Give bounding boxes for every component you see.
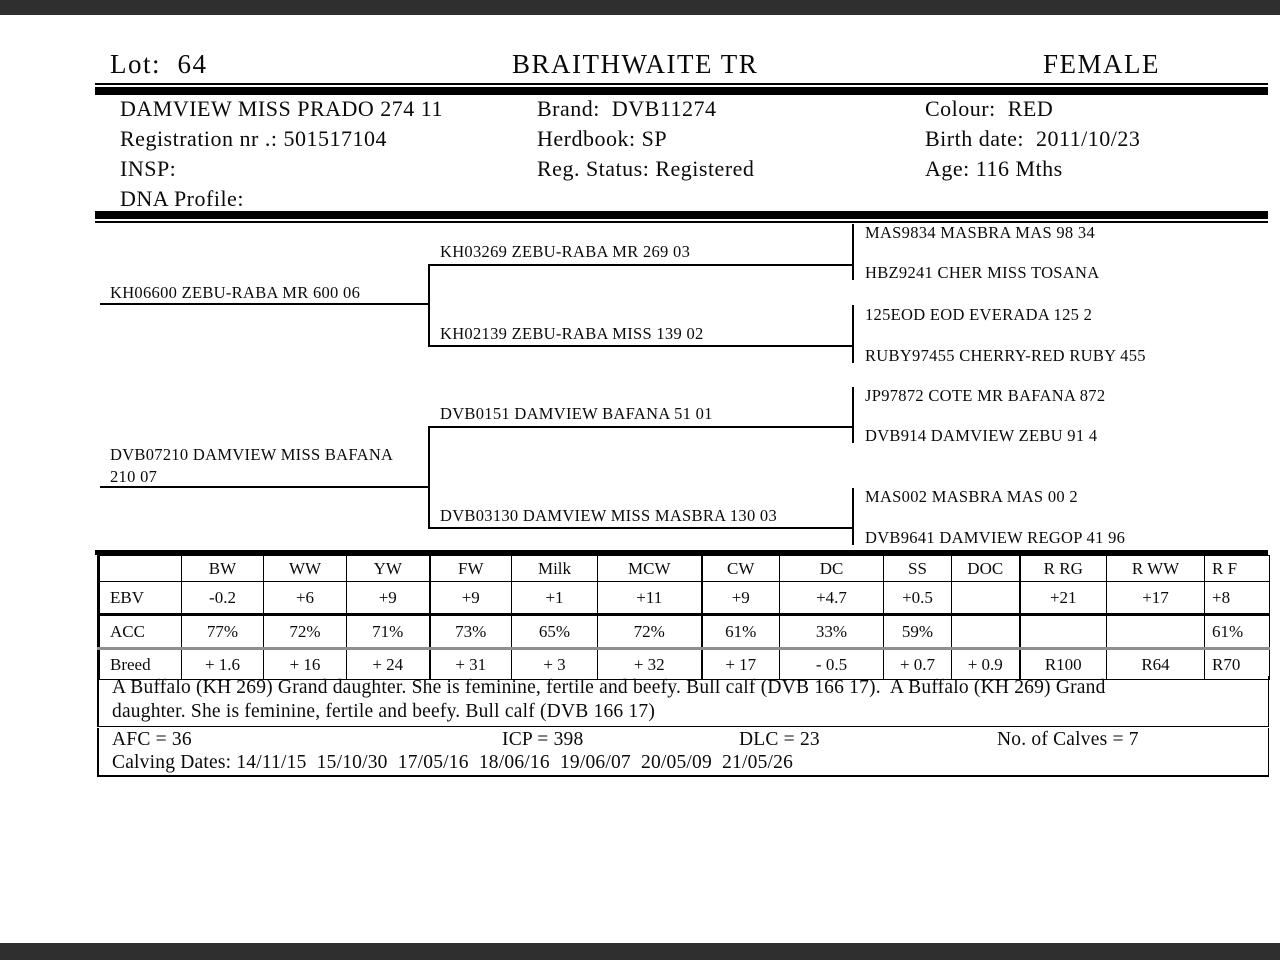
column-header: R WW xyxy=(1107,556,1205,582)
grandparent-name-2: KH02139 ZEBU-RABA MISS 139 02 xyxy=(440,324,704,343)
dam-name-line2: 210 07 xyxy=(110,467,158,486)
column-header: YW xyxy=(347,556,430,582)
table-row xyxy=(99,649,1270,680)
calving-dates-line: Calving Dates: 14/11/15 15/10/30 17/05/16 18/06/16 19/06/07 20/05/09 21/05/26 xyxy=(112,751,794,773)
ebv-header-row xyxy=(99,556,1270,582)
sire-underline xyxy=(100,303,430,305)
lot-label: Lot: xyxy=(110,49,161,79)
table-cell: +9 xyxy=(702,582,780,615)
table-cell xyxy=(1020,615,1107,649)
table-cell: 72% xyxy=(598,615,702,649)
column-header: SS xyxy=(884,556,952,582)
dna-profile-line: DNA Profile: xyxy=(120,186,244,211)
column-header: Milk xyxy=(512,556,598,582)
table-cell: + 0.9 xyxy=(952,649,1020,680)
pedigree-connector xyxy=(428,527,854,529)
header-rule-thin xyxy=(95,83,1268,85)
pedigree-connector xyxy=(852,488,854,545)
column-header: DOC xyxy=(952,556,1020,582)
table-cell: R64 xyxy=(1107,649,1205,680)
table-cell: + 16 xyxy=(264,649,347,680)
row-label: ACC xyxy=(99,615,182,649)
column-header: R RG xyxy=(1020,556,1107,582)
sire-name: KH06600 ZEBU-RABA MR 600 06 xyxy=(110,283,361,302)
table-cell: +9 xyxy=(430,582,512,615)
grandparent-name-4: DVB03130 DAMVIEW MISS MASBRA 130 03 xyxy=(440,506,778,525)
ebv-table-section xyxy=(97,555,1270,680)
row-label: EBV xyxy=(99,582,182,615)
pedigree-connector xyxy=(428,264,854,266)
column-header: FW xyxy=(430,556,512,582)
table-row xyxy=(99,582,1270,615)
table-cell: + 32 xyxy=(598,649,702,680)
table-cell: 65% xyxy=(512,615,598,649)
grandparent-name-3: DVB0151 DAMVIEW BAFANA 51 01 xyxy=(440,404,713,423)
table-cell: + 3 xyxy=(512,649,598,680)
great-grandparent-name-1: MAS9834 MASBRA MAS 98 34 xyxy=(865,223,1096,242)
table-cell: + 0.7 xyxy=(884,649,952,680)
pedigree-connector xyxy=(852,305,854,363)
table-cell: 61% xyxy=(702,615,780,649)
great-grandparent-name-2: HBZ9241 CHER MISS TOSANA xyxy=(865,263,1100,282)
column-header: DC xyxy=(780,556,884,582)
birthdate-line: Birth date: 2011/10/23 xyxy=(925,126,1141,151)
table-cell: R70 xyxy=(1205,649,1270,680)
table-row xyxy=(99,615,1270,649)
column-header: WW xyxy=(264,556,347,582)
colour-line: Colour: RED xyxy=(925,96,1054,121)
table-cell: +1 xyxy=(512,582,598,615)
table-cell: 59% xyxy=(884,615,952,649)
brand-line: Brand: DVB11274 xyxy=(537,96,717,121)
calves-value: No. of Calves = 7 xyxy=(997,728,1139,750)
icp-value: ICP = 398 xyxy=(502,728,584,750)
table-cell: + 1.6 xyxy=(182,649,264,680)
great-grandparent-name-5: JP97872 COTE MR BAFANA 872 xyxy=(865,386,1106,405)
pedigree-connector xyxy=(428,426,430,529)
comments-box xyxy=(97,676,1269,727)
column-header: R F xyxy=(1205,556,1270,582)
pedigree-connector xyxy=(428,426,854,428)
page-bottom-edge xyxy=(0,943,1280,960)
table-cell: 73% xyxy=(430,615,512,649)
lot-label-and-number xyxy=(110,50,208,80)
row-label: Breed xyxy=(99,649,182,680)
sex-title: FEMALE xyxy=(1043,49,1160,79)
table-cell: +9 xyxy=(347,582,430,615)
comment-line-1: A Buffalo (KH 269) Grand daughter. She is feminine, fertile and beefy. Bull calf (DVB 166 17). A Buffalo (KH 269) Grand xyxy=(112,677,1106,698)
pedigree-connector xyxy=(428,345,854,347)
age-line: Age: 116 Mths xyxy=(925,156,1063,181)
reg-status-line: Reg. Status: Registered xyxy=(537,156,755,181)
table-cell: +11 xyxy=(598,582,702,615)
table-cell: - 0.5 xyxy=(780,649,884,680)
owner-title: BRAITHWAITE TR xyxy=(512,49,759,79)
pedigree-connector xyxy=(852,224,854,280)
insp-line: INSP: xyxy=(120,156,177,181)
table-cell: R100 xyxy=(1020,649,1107,680)
ebv-table xyxy=(97,555,1270,680)
table-cell: +6 xyxy=(264,582,347,615)
herdbook-line: Herdbook: SP xyxy=(537,126,668,151)
table-cell: 71% xyxy=(347,615,430,649)
table-cell: +8 xyxy=(1205,582,1270,615)
grandparent-name-1: KH03269 ZEBU-RABA MR 269 03 xyxy=(440,242,691,261)
pedigree-rule-thick xyxy=(95,211,1268,219)
table-cell: + 17 xyxy=(702,649,780,680)
great-grandparent-name-8: DVB9641 DAMVIEW REGOP 41 96 xyxy=(865,528,1126,547)
table-cell xyxy=(1107,615,1205,649)
dam-name-line1: DVB07210 DAMVIEW MISS BAFANA xyxy=(110,445,394,464)
table-cell: +4.7 xyxy=(780,582,884,615)
table-cell: + 24 xyxy=(347,649,430,680)
great-grandparent-name-3: 125EOD EOD EVERADA 125 2 xyxy=(865,305,1093,324)
registration-line: Registration nr .: 501517104 xyxy=(120,126,387,151)
great-grandparent-name-7: MAS002 MASBRA MAS 00 2 xyxy=(865,487,1078,506)
pedigree-connector xyxy=(852,387,854,443)
table-cell: 33% xyxy=(780,615,884,649)
pedigree-connector xyxy=(428,264,430,347)
table-cell xyxy=(952,615,1020,649)
table-cell: 72% xyxy=(264,615,347,649)
comment-line-2: daughter. She is feminine, fertile and beefy. Bull calf (DVB 166 17) xyxy=(112,701,656,722)
table-cell: + 31 xyxy=(430,649,512,680)
table-cell: +0.5 xyxy=(884,582,952,615)
great-grandparent-name-6: DVB914 DAMVIEW ZEBU 91 4 xyxy=(865,426,1098,445)
column-header xyxy=(99,556,182,582)
column-header: MCW xyxy=(598,556,702,582)
header-rule-thick xyxy=(95,87,1268,95)
dlc-value: DLC = 23 xyxy=(739,728,820,750)
reproduction-stats-box xyxy=(97,728,1269,777)
column-header: BW xyxy=(182,556,264,582)
page-top-edge xyxy=(0,0,1280,15)
table-cell: 61% xyxy=(1205,615,1270,649)
table-cell xyxy=(952,582,1020,615)
afc-value: AFC = 36 xyxy=(112,728,192,750)
great-grandparent-name-4: RUBY97455 CHERRY-RED RUBY 455 xyxy=(865,346,1146,365)
table-cell: +21 xyxy=(1020,582,1107,615)
table-cell: 77% xyxy=(182,615,264,649)
table-cell: +17 xyxy=(1107,582,1205,615)
table-cell: -0.2 xyxy=(182,582,264,615)
animal-name: DAMVIEW MISS PRADO 274 11 xyxy=(120,96,443,121)
column-header: CW xyxy=(702,556,780,582)
lot-number: 64 xyxy=(177,49,208,79)
dam-underline xyxy=(100,486,430,488)
